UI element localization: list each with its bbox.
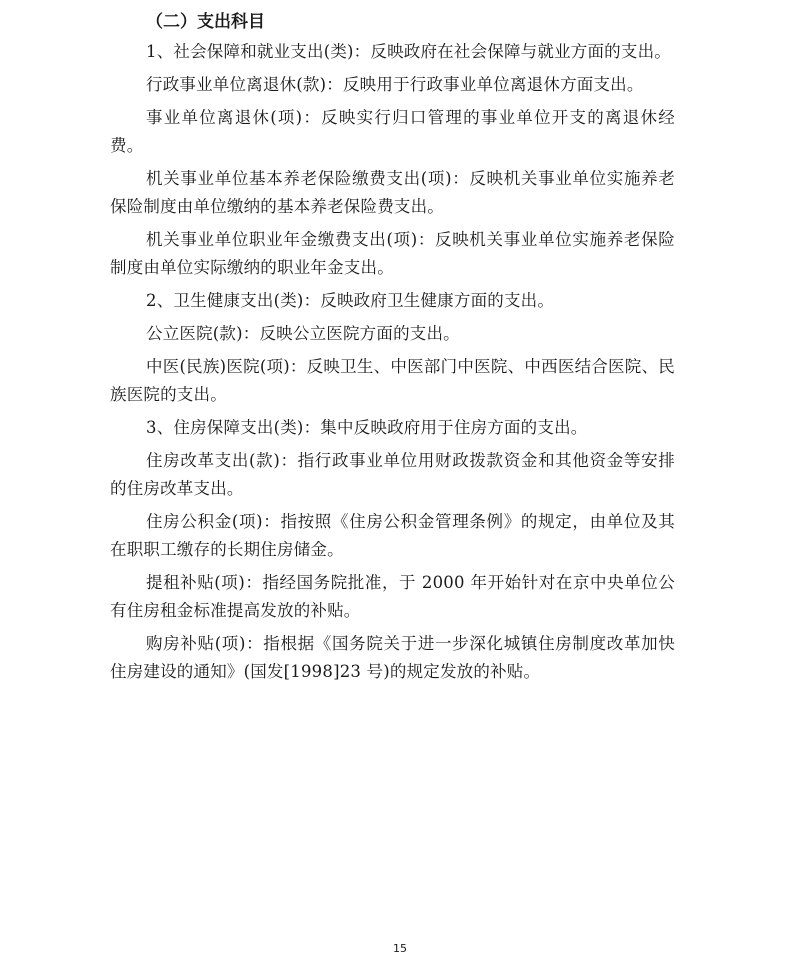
paragraph-housing: 3、住房保障支出(类)：集中反映政府用于住房方面的支出。 xyxy=(146,418,588,437)
paragraph-social-security: 1、社会保障和就业支出(类)：反映政府在社会保障与就业方面的支出。 xyxy=(146,42,671,61)
paragraph-basic-pension: 机关事业单位基本养老保险缴费支出(项)：反映机关事业单位实施养老保险制度由单位缴纳的基本养老保险费支出。 xyxy=(110,169,675,216)
paragraph-rent-subsidy: 提租补贴(项)：指经国务院批准，于 2000 年开始针对在京中央单位公有住房租金标准提高发放的补贴。 xyxy=(110,573,675,620)
paragraph-health: 2、卫生健康支出(类)：反映政府卫生健康方面的支出。 xyxy=(146,291,555,310)
paragraph-public-hospital: 公立医院(款)：反映公立医院方面的支出。 xyxy=(146,324,460,343)
page-number: 15 xyxy=(393,942,407,955)
paragraph-housing-fund: 住房公积金(项)：指按照《住房公积金管理条例》的规定，由单位及其在职职工缴存的长期住房储金。 xyxy=(110,512,675,559)
paragraph-purchase-subsidy: 购房补贴(项)：指根据《国务院关于进一步深化城镇住房制度改革加快住房建设的通知》(国发[1998]23 号)的规定发放的补贴。 xyxy=(110,634,675,681)
paragraph-retirement-category: 行政事业单位离退休(款)：反映用于行政事业单位离退休方面支出。 xyxy=(146,75,644,94)
paragraph-housing-reform: 住房改革支出(款)：指行政事业单位用财政拨款资金和其他资金等安排的住房改革支出。 xyxy=(110,451,675,498)
paragraph-institution-retirement: 事业单位离退休(项)：反映实行归口管理的事业单位开支的离退休经费。 xyxy=(110,108,675,155)
paragraph-tcm-hospital: 中医(民族)医院(项)：反映卫生、中医部门中医院、中西医结合医院、民族医院的支出。 xyxy=(110,357,675,404)
paragraph-occupational-annuity: 机关事业单位职业年金缴费支出(项)：反映机关事业单位实施养老保险制度由单位实际缴纳的职业年金支出。 xyxy=(110,230,675,277)
body-text xyxy=(110,38,675,691)
section-heading: （二）支出科目 xyxy=(146,12,265,32)
